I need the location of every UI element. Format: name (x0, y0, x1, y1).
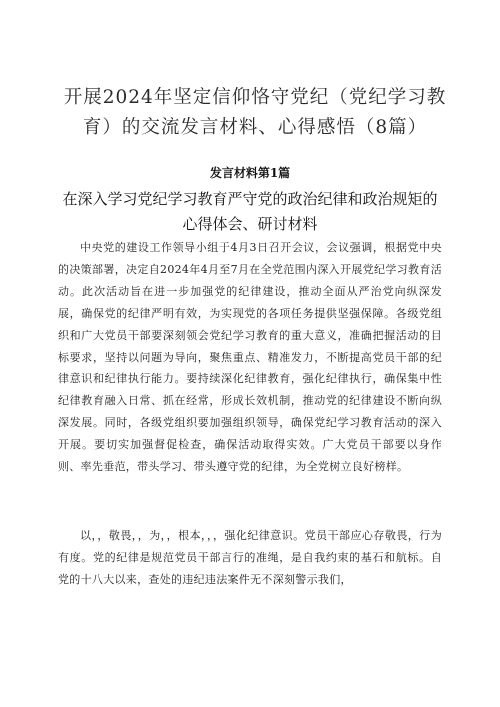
section-label: 发言材料第1篇 (209, 166, 291, 180)
body-paragraph: 以，，敬畏，，为，，根本，，，强化纪律意识。党员干部应心存敬畏，行为有度。党的纪律是规范党员干部言行的准绳，是自我约束的基石和航标。自党的十八大以来，查处的违纪违法案件无不深刻警示我们， (58, 529, 442, 586)
article-subtitle: 在深入学习党纪学习教育严守党的政治纪律和政治规矩的心得体会、研讨材料 (62, 190, 438, 233)
body-paragraph: 中央党的建设工作领导小组于4月3日召开会议，会议强调，根据党中央的决策部署，决定自2024年4月至7月在全党范围内深入开展党纪学习教育活动。此次活动旨在进一步加强党的纪律建设，推动全面从严治党向纵深发展，确保党的纪律严明有效，为实现党的各项任务提供坚强保障。各级党组织和广大党员干部要深刻领会党纪学习教育的重大意义，准确把握活动的目标要求，坚持以问题为导向，聚焦重点、精准发力，不断提高党员干部的纪律意识和纪律执行能力。要持续深化纪律教育，强化纪律执行，确保集中性纪律教育融入日常、抓在经常，形成长效机制，推动党的纪律建设不断向纵深发展。同时，各级党组织要加强组织领导，确保党纪学习教育活动的深入开展。要切实加强督促检查，确保活动取得实效。广大党员干部要以身作则、率先垂范，带头学习、带头遵守党的纪律，为全党树立良好榜样。 (58, 241, 442, 474)
document-title: 开展2024年坚定信仰恪守党纪（党纪学习教育）的交流发言材料、心得感悟（8篇） (63, 87, 447, 138)
